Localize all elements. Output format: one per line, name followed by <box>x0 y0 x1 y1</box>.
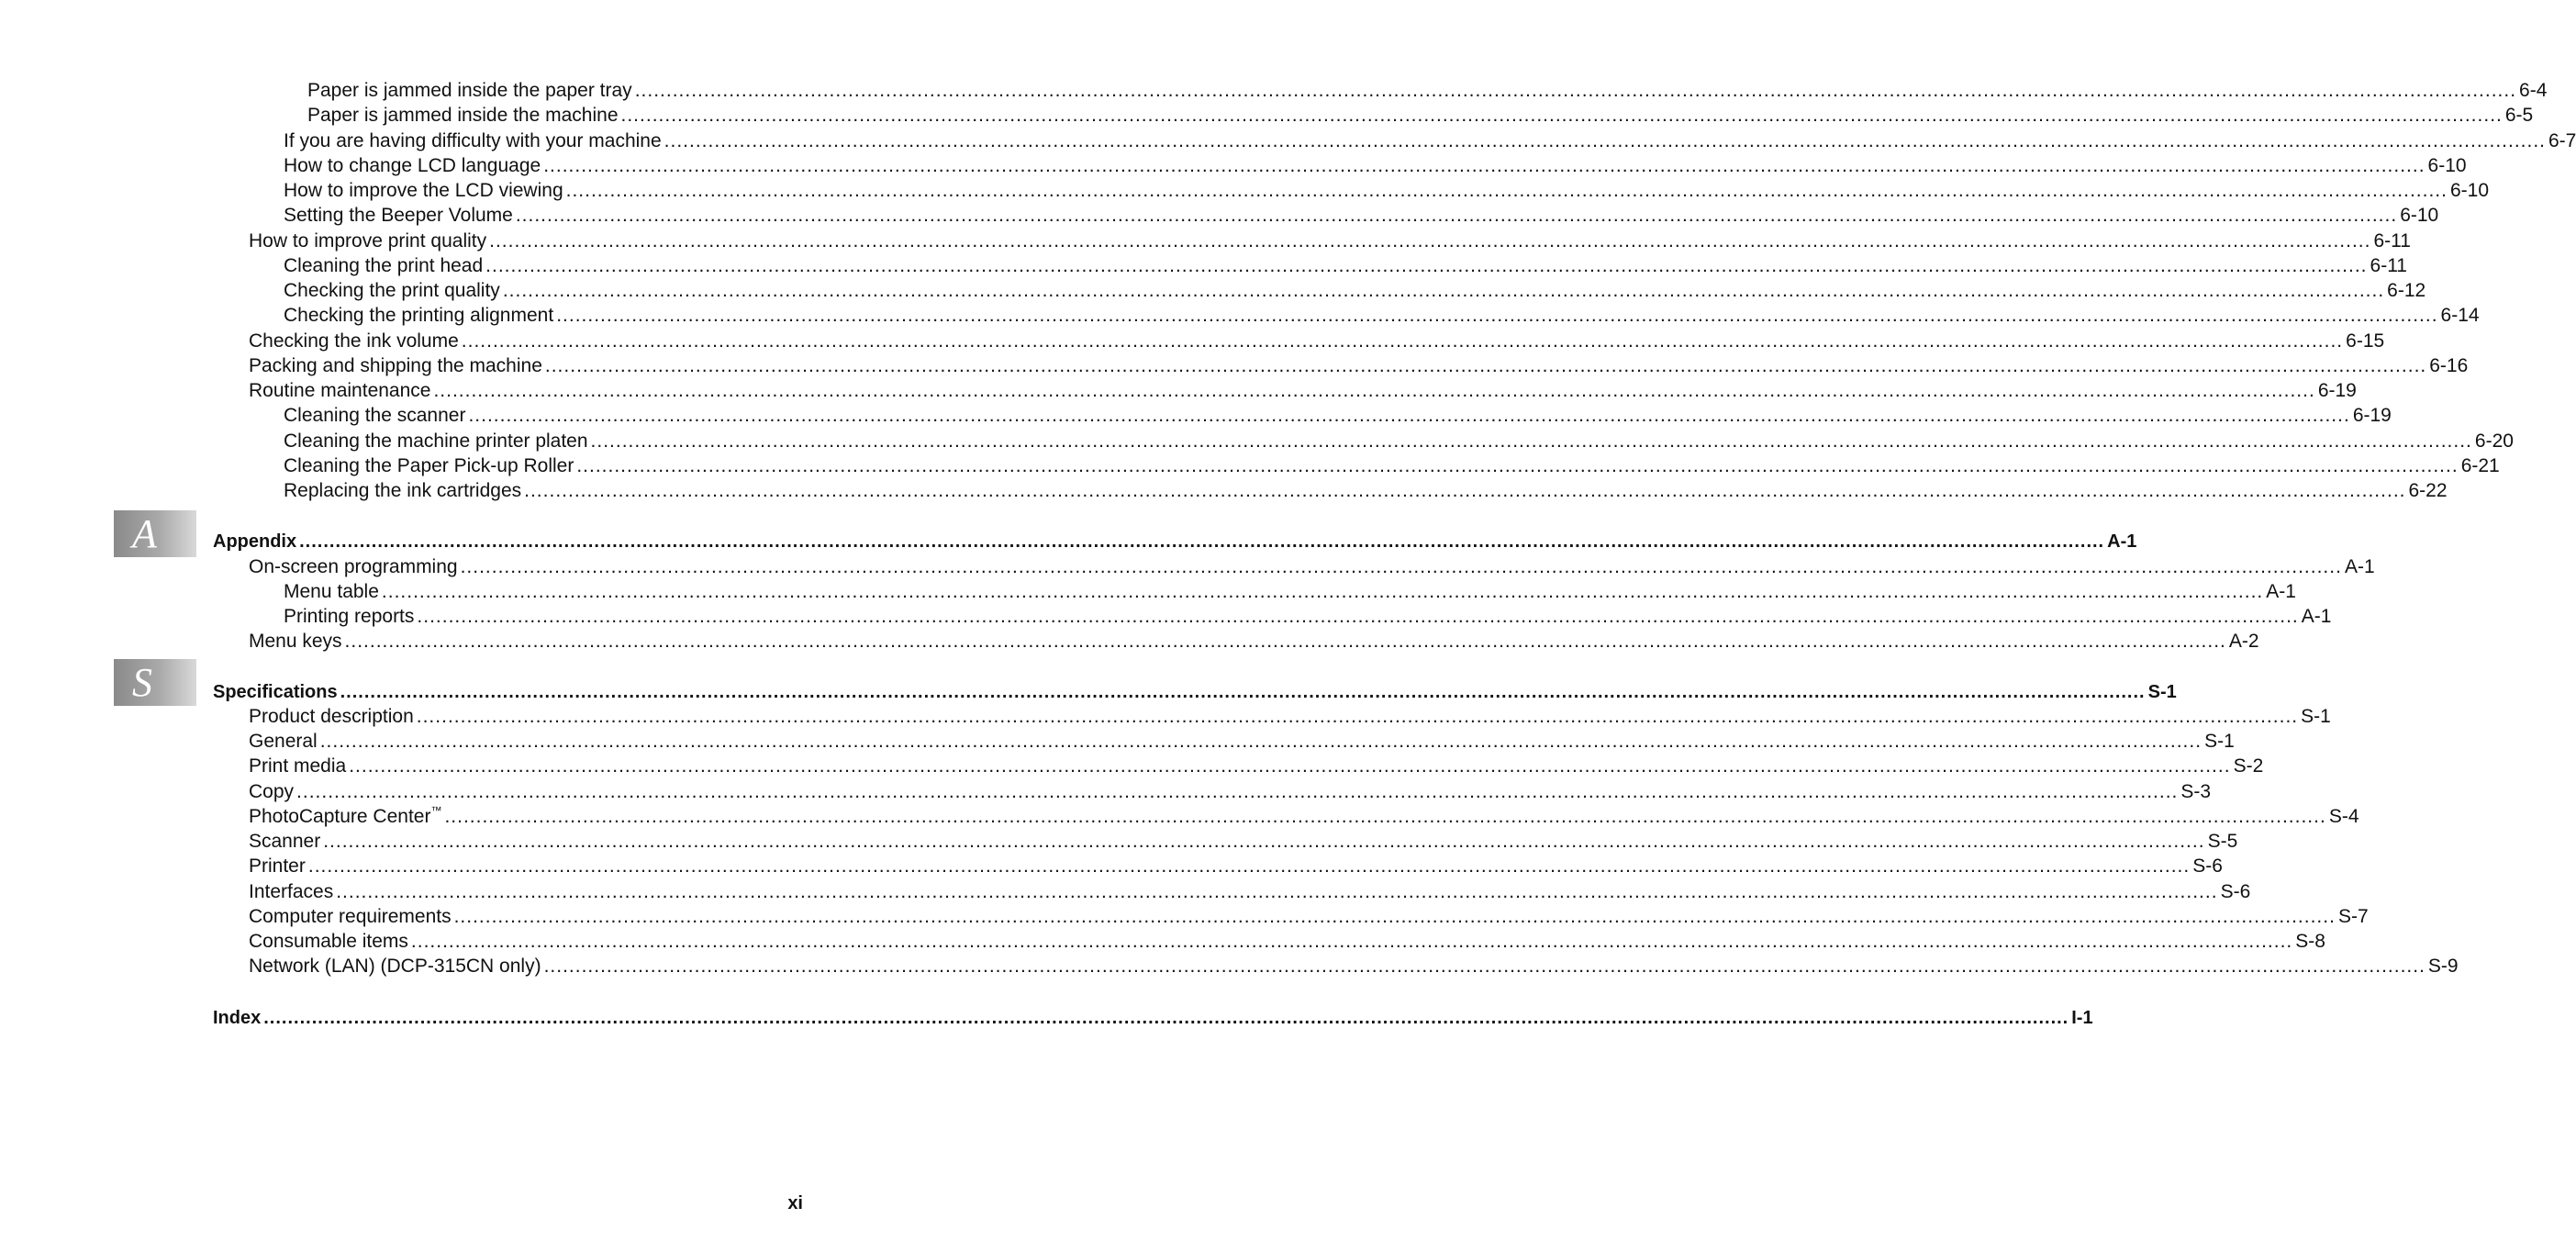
toc-entry-title-text: Appendix <box>213 531 297 552</box>
section-tab-appendix <box>114 510 196 557</box>
toc-dot-leader: ............................................................................................................................................................................................................................................................................................................ <box>468 405 2350 426</box>
toc-entry[interactable] <box>284 252 2407 277</box>
toc-dot-leader: ............................................................................................................................................................................................................................................................................................................ <box>502 280 2385 301</box>
toc-entry[interactable] <box>284 402 2392 427</box>
toc-entry-page: 6-4 <box>2519 80 2548 101</box>
section-tab-letter: A <box>132 511 157 556</box>
toc-entry-title <box>249 355 542 377</box>
toc-entry-title-text: Menu keys <box>249 631 342 652</box>
page-number: xi <box>787 1193 803 1213</box>
toc-entry-title <box>284 180 563 202</box>
toc-entry[interactable] <box>249 753 2264 777</box>
toc-dot-leader: ............................................................................................................................................................................................................................................................................................................ <box>515 205 2398 226</box>
toc-entry-title-text: Interfaces <box>249 881 334 902</box>
toc-entry-title <box>284 581 379 603</box>
toc-entry-page: 6-5 <box>2504 105 2534 126</box>
toc-entry-title <box>284 305 553 327</box>
toc-entry-title-text: Checking the print quality <box>284 280 500 301</box>
section-tab-specifications <box>114 659 196 706</box>
toc-entry-title <box>249 881 333 903</box>
toc-entry-title-text: PhotoCapture Center <box>249 806 431 827</box>
toc-entry-title <box>284 205 513 227</box>
toc-entry-title <box>249 831 320 853</box>
toc-entry-title <box>249 706 414 728</box>
toc-dot-leader: ............................................................................................................................................................................................................................................................................................................ <box>307 855 2191 877</box>
toc-entry-title <box>284 430 588 453</box>
toc-entry-title <box>284 255 483 277</box>
toc-entry-page: S-6 <box>2220 881 2251 902</box>
toc-entry-title <box>284 405 465 427</box>
toc-entry-page: S-3 <box>2180 781 2212 802</box>
toc-entry-page: I-1 <box>2071 1008 2093 1028</box>
toc-dot-leader: ............................................................................................................................................................................................................................................................................................................ <box>590 430 2472 452</box>
toc-dot-leader: ............................................................................................................................................................................................................................................................................................................ <box>461 330 2344 352</box>
toc-entry-page: S-2 <box>2233 755 2264 777</box>
toc-entry-title-text: Network (LAN) (DCP-315CN only) <box>249 956 541 977</box>
toc-entry-title <box>249 931 408 953</box>
toc-entry-title <box>213 531 296 553</box>
toc-entry[interactable] <box>284 202 2439 227</box>
toc-entry-page: S-4 <box>2328 806 2359 827</box>
toc-entry-title-text: On-screen programming <box>249 556 458 577</box>
toc-entry[interactable] <box>249 703 2331 728</box>
toc-entry-title <box>307 105 619 127</box>
toc-dot-leader: ............................................................................................................................................................................................................................................................................................................ <box>416 706 2299 727</box>
toc-dot-leader: ............................................................................................................................................................................................................................................................................................................ <box>433 380 2315 401</box>
toc-entry-title-text: Index <box>213 1008 262 1028</box>
toc-dot-leader: ............................................................................................................................................................................................................................................................................................................ <box>319 731 2202 752</box>
toc-entry[interactable] <box>284 152 2467 177</box>
toc-entry-page: S-8 <box>2295 931 2325 952</box>
toc-entry-page: A-1 <box>2344 556 2375 577</box>
toc-entry-page: 6-14 <box>2440 305 2480 326</box>
toc-dot-leader: ............................................................................................................................................................................................................................................................................................................ <box>576 455 2459 476</box>
toc-entry-title-text: Paper is jammed inside the machine <box>307 105 619 126</box>
toc-entry-title-text: If you are having difficulty with your machine <box>284 130 662 151</box>
toc-entry[interactable] <box>307 77 2548 102</box>
toc-dot-leader: ............................................................................................................................................................................................................................................................................................................ <box>565 180 2448 201</box>
toc-dot-leader: ............................................................................................................................................................................................................................................................................................................ <box>620 105 2503 126</box>
toc-entry-title <box>249 855 306 878</box>
toc-dot-leader: ............................................................................................................................................................................................................................................................................................................ <box>323 831 2205 852</box>
toc-dot-leader: ............................................................................................................................................................................................................................................................................................................ <box>263 1008 2069 1028</box>
toc-entry[interactable] <box>307 102 2534 127</box>
toc-entry-title-text: Paper is jammed inside the paper tray <box>307 80 632 101</box>
toc-dot-leader: ............................................................................................................................................................................................................................................................................................................ <box>344 631 2226 652</box>
toc-entry[interactable] <box>249 903 2369 928</box>
toc-entry-title-text: General <box>249 731 318 752</box>
toc-entry-page: A-2 <box>2228 631 2259 652</box>
toc-entry-page: A-1 <box>2266 581 2296 602</box>
toc-entry-page: 6-19 <box>2317 380 2357 401</box>
toc-entry-title <box>213 681 338 703</box>
toc-entry[interactable] <box>249 953 2459 978</box>
toc-entry[interactable] <box>284 603 2332 628</box>
toc-entry-title-text: Cleaning the scanner <box>284 405 466 426</box>
toc-entry[interactable] <box>249 928 2325 953</box>
toc-entry[interactable] <box>249 728 2235 753</box>
toc-entry-title <box>249 380 430 402</box>
toc-dot-leader: ............................................................................................................................................................................................................................................................................................................ <box>296 781 2179 802</box>
toc-entry-title <box>249 631 342 653</box>
toc-entry-title <box>249 556 458 578</box>
toc-entry-page: A-1 <box>2107 531 2137 552</box>
toc-entry[interactable] <box>284 453 2500 477</box>
toc-entry-title <box>249 230 486 252</box>
toc-entry-title <box>249 755 346 777</box>
toc-entry[interactable] <box>284 578 2296 603</box>
toc-entry-title <box>249 906 452 928</box>
toc-entry-title <box>284 130 662 152</box>
toc-entry[interactable] <box>284 177 2489 202</box>
toc-dot-leader: ............................................................................................................................................................................................................................................................................................................ <box>543 956 2425 977</box>
toc-entry-page: S-5 <box>2207 831 2238 852</box>
toc-entry[interactable] <box>249 328 2385 352</box>
toc-dot-leader: ............................................................................................................................................................................................................................................................................................................ <box>349 755 2231 777</box>
toc-section-entry[interactable] <box>213 528 2137 553</box>
toc-entry[interactable] <box>284 428 2514 453</box>
toc-entry-title-text: Scanner <box>249 831 321 852</box>
toc-entry[interactable] <box>249 377 2357 402</box>
toc-entry-title <box>284 155 541 177</box>
toc-entry[interactable] <box>249 828 2238 853</box>
toc-entry-title-text: Cleaning the Paper Pick-up Roller <box>284 455 574 476</box>
toc-entry-title-text: Routine maintenance <box>249 380 431 401</box>
toc-entry-title-text: Replacing the ink cartridges <box>284 480 522 501</box>
toc-entry[interactable] <box>284 302 2480 327</box>
toc-dot-leader: ............................................................................................................................................................................................................................................................................................................ <box>544 355 2427 376</box>
toc-entry[interactable] <box>249 228 2411 252</box>
toc-entry-title-text: Print media <box>249 755 347 777</box>
toc-dot-leader: ............................................................................................................................................................................................................................................................................................................ <box>556 305 2438 326</box>
trademark-mark: ™ <box>430 804 442 817</box>
toc-dot-leader: ............................................................................................................................................................................................................................................................................................................ <box>634 80 2517 101</box>
toc-entry-page: 6-22 <box>2408 480 2448 501</box>
toc-entry-page: 6-11 <box>2373 230 2411 252</box>
toc-dot-leader: ............................................................................................................................................................................................................................................................................................................ <box>664 130 2546 151</box>
toc-entry-title <box>249 781 294 803</box>
toc-section-entry[interactable] <box>213 678 2177 703</box>
toc-entry[interactable] <box>249 778 2212 803</box>
toc-entry-title <box>213 1007 261 1029</box>
toc-entry-page: S-1 <box>2204 731 2235 752</box>
toc-entry-title <box>284 455 574 477</box>
toc-entry-title-text: Cleaning the print head <box>284 255 484 276</box>
toc-entry[interactable] <box>249 553 2375 578</box>
toc-entry-title-text: Menu table <box>284 581 379 602</box>
toc-dot-leader: ............................................................................................................................................................................................................................................................................................................ <box>410 931 2293 952</box>
toc-entry-page: A-1 <box>2301 606 2332 627</box>
toc-entry[interactable] <box>284 128 2576 152</box>
toc-entry-title-text: Printing reports <box>284 606 415 627</box>
toc-entry-title-text: Checking the printing alignment <box>284 305 554 326</box>
toc-dot-leader: ............................................................................................................................................................................................................................................................................................................ <box>417 606 2299 627</box>
toc-entry-title <box>284 480 521 502</box>
toc-dot-leader: ............................................................................................................................................................................................................................................................................................................ <box>336 881 2218 902</box>
toc-entry-page: 6-15 <box>2346 330 2385 352</box>
toc-entry[interactable] <box>249 853 2223 878</box>
toc-entry-title-text: Cleaning the machine printer platen <box>284 430 588 452</box>
toc-entry[interactable] <box>249 803 2359 828</box>
toc-section-entry[interactable] <box>213 1004 2093 1029</box>
toc-entry-title <box>249 330 459 352</box>
toc-dot-leader: ............................................................................................................................................................................................................................................................................................................ <box>489 230 2371 252</box>
toc-entry-title <box>249 956 541 978</box>
toc-entry-title <box>284 280 500 302</box>
toc-entry-page: 6-16 <box>2429 355 2469 376</box>
toc-entry[interactable] <box>249 352 2469 377</box>
toc-dot-leader: ............................................................................................................................................................................................................................................................................................................ <box>340 682 2146 702</box>
toc-entry-page: 6-10 <box>2427 155 2467 176</box>
toc-entry-title <box>284 606 414 628</box>
toc-entry-title-text: Product description <box>249 706 414 727</box>
toc-entry-page: S-1 <box>2147 682 2177 702</box>
toc-entry-page: 6-10 <box>2449 180 2489 201</box>
toc-entry-title-text: How to improve the LCD viewing <box>284 180 563 201</box>
toc-entry-page: 6-10 <box>2400 205 2439 226</box>
toc-entry-title-text: Copy <box>249 781 295 802</box>
toc-entry-title-text: Specifications <box>213 682 338 702</box>
toc-dot-leader: ............................................................................................................................................................................................................................................................................................................ <box>381 581 2264 602</box>
toc-entry-page: 6-7 <box>2548 130 2576 151</box>
toc-dot-leader: ............................................................................................................................................................................................................................................................................................................ <box>444 806 2326 827</box>
toc-entry-page: S-1 <box>2301 706 2331 727</box>
toc-dot-leader: ............................................................................................................................................................................................................................................................................................................ <box>543 155 2425 176</box>
toc-entry-title <box>249 731 318 753</box>
toc-entry-title-text: How to improve print quality <box>249 230 487 252</box>
toc-dot-leader: ............................................................................................................................................................................................................................................................................................................ <box>485 255 2368 276</box>
toc-entry[interactable] <box>249 628 2259 653</box>
toc-entry-title-text: Computer requirements <box>249 906 452 927</box>
toc-entry-page: 6-21 <box>2460 455 2500 476</box>
toc-entry-page: 6-11 <box>2370 255 2407 276</box>
toc-entry-page: S-6 <box>2192 855 2223 877</box>
section-tab-letter: S <box>132 660 152 705</box>
toc-entry-title-text: How to change LCD language <box>284 155 541 176</box>
toc-entry-title-text: Setting the Beeper Volume <box>284 205 513 226</box>
toc-entry-title <box>307 80 632 102</box>
toc-entry-page: 6-12 <box>2387 280 2426 301</box>
toc-entry-page: S-7 <box>2337 906 2369 927</box>
toc-entry-title-text: Printer <box>249 855 306 877</box>
toc-dot-leader: ............................................................................................................................................................................................................................................................................................................ <box>524 480 2406 501</box>
toc-entry[interactable] <box>284 477 2448 502</box>
toc-entry-title-text: Consumable items <box>249 931 408 952</box>
toc-entry-title-text: Packing and shipping the machine <box>249 355 542 376</box>
toc-entry-page: S-9 <box>2427 956 2459 977</box>
toc-entry[interactable] <box>249 878 2251 903</box>
toc-entry[interactable] <box>284 277 2426 302</box>
toc-dot-leader: ............................................................................................................................................................................................................................................................................................................ <box>453 906 2336 927</box>
toc-dot-leader: ............................................................................................................................................................................................................................................................................................................ <box>460 556 2342 577</box>
toc-entry-page: 6-20 <box>2474 430 2514 452</box>
toc-entry-title-text: Checking the ink volume <box>249 330 459 352</box>
toc-dot-leader: ............................................................................................................................................................................................................................................................................................................ <box>299 531 2105 552</box>
toc-entry-page: 6-19 <box>2352 405 2392 426</box>
toc-entry-title <box>249 806 441 828</box>
